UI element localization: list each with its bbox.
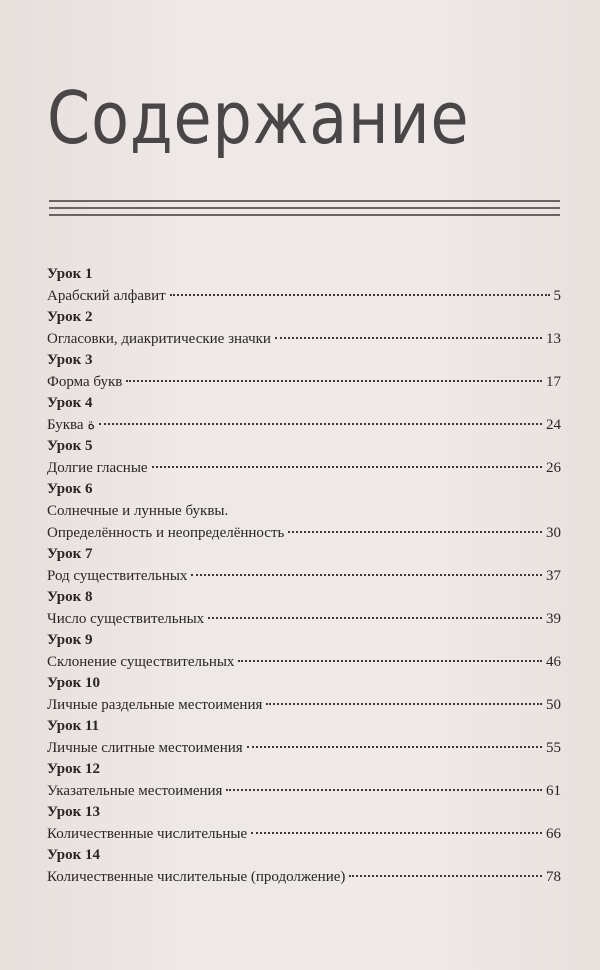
lesson-heading: Урок 5 (47, 438, 93, 454)
toc-entry-title: Количественные числительные (продолжение) (47, 869, 346, 885)
toc-entry-page: 17 (546, 374, 561, 390)
toc-entry-title: Огласовки, диакритические значки (47, 331, 271, 347)
toc-entry-page: 55 (546, 740, 561, 756)
toc-entry-title: Форма букв (47, 374, 123, 390)
toc-entry[interactable] (47, 866, 561, 888)
toc-entry[interactable] (47, 823, 561, 845)
dot-leader (208, 617, 542, 619)
toc-entry-title: Число существительных (47, 611, 205, 627)
dot-leader (126, 380, 542, 382)
toc-entry-title: Солнечные и лунные буквы. (47, 503, 229, 519)
dot-leader (288, 531, 542, 533)
page-title: Содержание (47, 76, 470, 160)
toc-entry[interactable] (47, 651, 561, 673)
dot-leader (247, 746, 542, 748)
title-rule-3 (49, 214, 560, 216)
table-of-contents (47, 264, 561, 888)
dot-leader (349, 875, 542, 877)
toc-entry-page: 37 (546, 568, 561, 584)
toc-entry[interactable] (47, 414, 561, 436)
toc-entry-page: 50 (546, 697, 561, 713)
toc-entry-page: 30 (546, 525, 561, 541)
lesson-heading: Урок 10 (47, 675, 101, 691)
lesson-heading: Урок 12 (47, 761, 101, 777)
toc-entry-page: 61 (546, 783, 561, 799)
toc-entry-title: Долгие гласные (47, 460, 148, 476)
toc-entry[interactable] (47, 780, 561, 802)
dot-leader (251, 832, 542, 834)
title-rule-1 (49, 200, 560, 202)
toc-entry-title: Количественные числительные (47, 826, 248, 842)
lesson-heading: Урок 11 (47, 718, 100, 734)
toc-entry-title: Род существительных (47, 568, 188, 584)
toc-entry-page: 26 (546, 460, 561, 476)
toc-entry[interactable] (47, 737, 561, 759)
toc-entry-title: Личные раздельные местоимения (47, 697, 263, 713)
toc-entry-page: 78 (546, 869, 561, 885)
toc-entry[interactable] (47, 565, 561, 587)
lesson-heading: Урок 4 (47, 395, 93, 411)
dot-leader (191, 574, 542, 576)
title-rule-2 (49, 207, 560, 209)
dot-leader (275, 337, 542, 339)
lesson-heading: Урок 3 (47, 352, 93, 368)
toc-entry-title: Арабский алфавит (47, 288, 166, 304)
toc-entry[interactable] (47, 285, 561, 307)
lesson-heading: Урок 2 (47, 309, 93, 325)
toc-entry[interactable] (47, 457, 561, 479)
toc-entry-page: 46 (546, 654, 561, 670)
dot-leader (170, 294, 550, 296)
toc-entry-title: Определённость и неопределённость (47, 525, 285, 541)
lesson-heading: Урок 13 (47, 804, 101, 820)
lesson-heading: Урок 8 (47, 589, 93, 605)
toc-entry[interactable] (47, 328, 561, 350)
dot-leader (238, 660, 542, 662)
dot-leader (99, 423, 542, 425)
toc-entry-page: 24 (546, 417, 561, 433)
toc-entry-page: 13 (546, 331, 561, 347)
dot-leader (152, 466, 542, 468)
lesson-heading: Урок 1 (47, 266, 93, 282)
toc-entry[interactable] (47, 522, 561, 544)
toc-entry[interactable] (47, 371, 561, 393)
toc-entry-page: 39 (546, 611, 561, 627)
dot-leader (266, 703, 542, 705)
toc-entry-title: Буква ة (47, 417, 96, 433)
toc-entry-title: Указательные местоимения (47, 783, 223, 799)
dot-leader (226, 789, 542, 791)
toc-entry[interactable] (47, 694, 561, 716)
lesson-heading: Урок 6 (47, 481, 93, 497)
toc-entry-page: 66 (546, 826, 561, 842)
lesson-heading: Урок 9 (47, 632, 93, 648)
toc-entry-title: Личные слитные местоимения (47, 740, 243, 756)
lesson-heading: Урок 14 (47, 847, 101, 863)
toc-entry[interactable] (47, 608, 561, 630)
toc-entry-title: Склонение существительных (47, 654, 235, 670)
toc-entry-page: 5 (553, 288, 561, 304)
lesson-heading: Урок 7 (47, 546, 93, 562)
